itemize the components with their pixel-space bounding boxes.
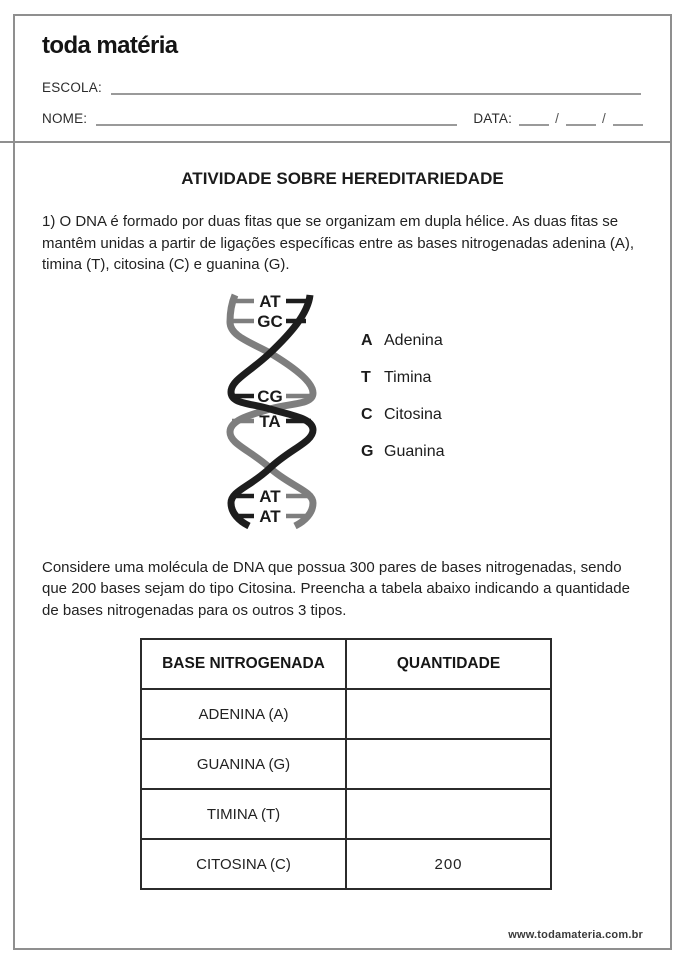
table-header-row	[141, 639, 551, 689]
toda-materia-logo: toda matéria	[42, 32, 178, 59]
question-2-text: Considere uma molécula de DNA que possua 300 pares de bases nitrogenadas, sendo que 200 bases sejam do tipo Citosina. Preencha a tabela abaixo indicando a quantidade de bases nitrogenadas para os outros 3 tipos.	[42, 558, 630, 619]
quantity-cell-adenina[interactable]	[346, 689, 551, 739]
quantity-cell-guanina[interactable]	[346, 739, 551, 789]
answers-table	[140, 638, 552, 890]
legend-name: Adenina	[384, 331, 443, 349]
date-group	[473, 110, 643, 126]
table-row-adenina	[141, 689, 551, 739]
legend-symbol: A	[361, 331, 373, 349]
dna-helix-illustration	[224, 292, 320, 529]
name-date-field-row	[42, 110, 643, 126]
base-pair-label: AT	[259, 486, 281, 506]
name-fill-line[interactable]	[96, 110, 457, 126]
table-header-quantity: QUANTIDADE	[346, 639, 551, 689]
legend-item-guanina	[361, 443, 445, 461]
legend-name: Citosina	[384, 405, 442, 423]
legend-name: Guanina	[384, 442, 445, 460]
quantity-cell-citosina: 200	[346, 839, 551, 889]
table-row-guanina	[141, 739, 551, 789]
legend-item-citosina	[361, 406, 445, 424]
legend-symbol: G	[361, 442, 374, 460]
name-label: NOME:	[42, 111, 88, 126]
date-slash: /	[555, 111, 560, 126]
base-pair-label: GC	[257, 311, 283, 331]
base-name-cell: CITOSINA (C)	[141, 839, 346, 889]
legend-item-timina	[361, 369, 445, 387]
school-label: ESCOLA:	[42, 80, 102, 95]
base-legend	[361, 332, 445, 529]
date-year-line[interactable]	[613, 110, 643, 126]
legend-item-adenina	[361, 332, 445, 350]
school-fill-line[interactable]	[111, 79, 641, 95]
legend-symbol: T	[361, 368, 371, 386]
base-pair-label: AT	[259, 291, 281, 311]
worksheet-header	[15, 16, 670, 141]
question-1-text: 1) O DNA é formado por duas fitas que se organizam em dupla hélice. As duas fitas se mantêm unidas a partir de ligações específicas entre as bases nitrogenadas adenina (A), timina (T), citosina (C) e guanina (G).	[42, 213, 635, 273]
table-header-base: BASE NITROGENADA	[141, 639, 346, 689]
date-day-line[interactable]	[519, 110, 549, 126]
dna-figure	[224, 292, 643, 529]
legend-symbol: C	[361, 405, 373, 423]
legend-name: Timina	[384, 368, 432, 386]
base-name-cell: TIMINA (T)	[141, 789, 346, 839]
base-name-cell: GUANINA (G)	[141, 739, 346, 789]
website-url: www.todamateria.com.br	[508, 929, 643, 941]
worksheet-title: ATIVIDADE SOBRE HEREDITARIEDADE	[181, 169, 504, 188]
date-slash: /	[602, 111, 606, 126]
worksheet-page	[13, 14, 672, 950]
base-pair-label: TA	[259, 411, 281, 431]
header-divider-line	[0, 141, 672, 143]
school-field-row	[42, 79, 643, 95]
table-row-citosina	[141, 839, 551, 889]
worksheet-body	[15, 169, 670, 890]
date-month-line[interactable]	[566, 110, 596, 126]
base-name-cell: ADENINA (A)	[141, 689, 346, 739]
base-pair-label: AT	[259, 506, 281, 526]
base-pair-label: CG	[257, 386, 283, 406]
date-label: DATA:	[473, 111, 513, 126]
table-row-timina	[141, 789, 551, 839]
quantity-cell-timina[interactable]	[346, 789, 551, 839]
